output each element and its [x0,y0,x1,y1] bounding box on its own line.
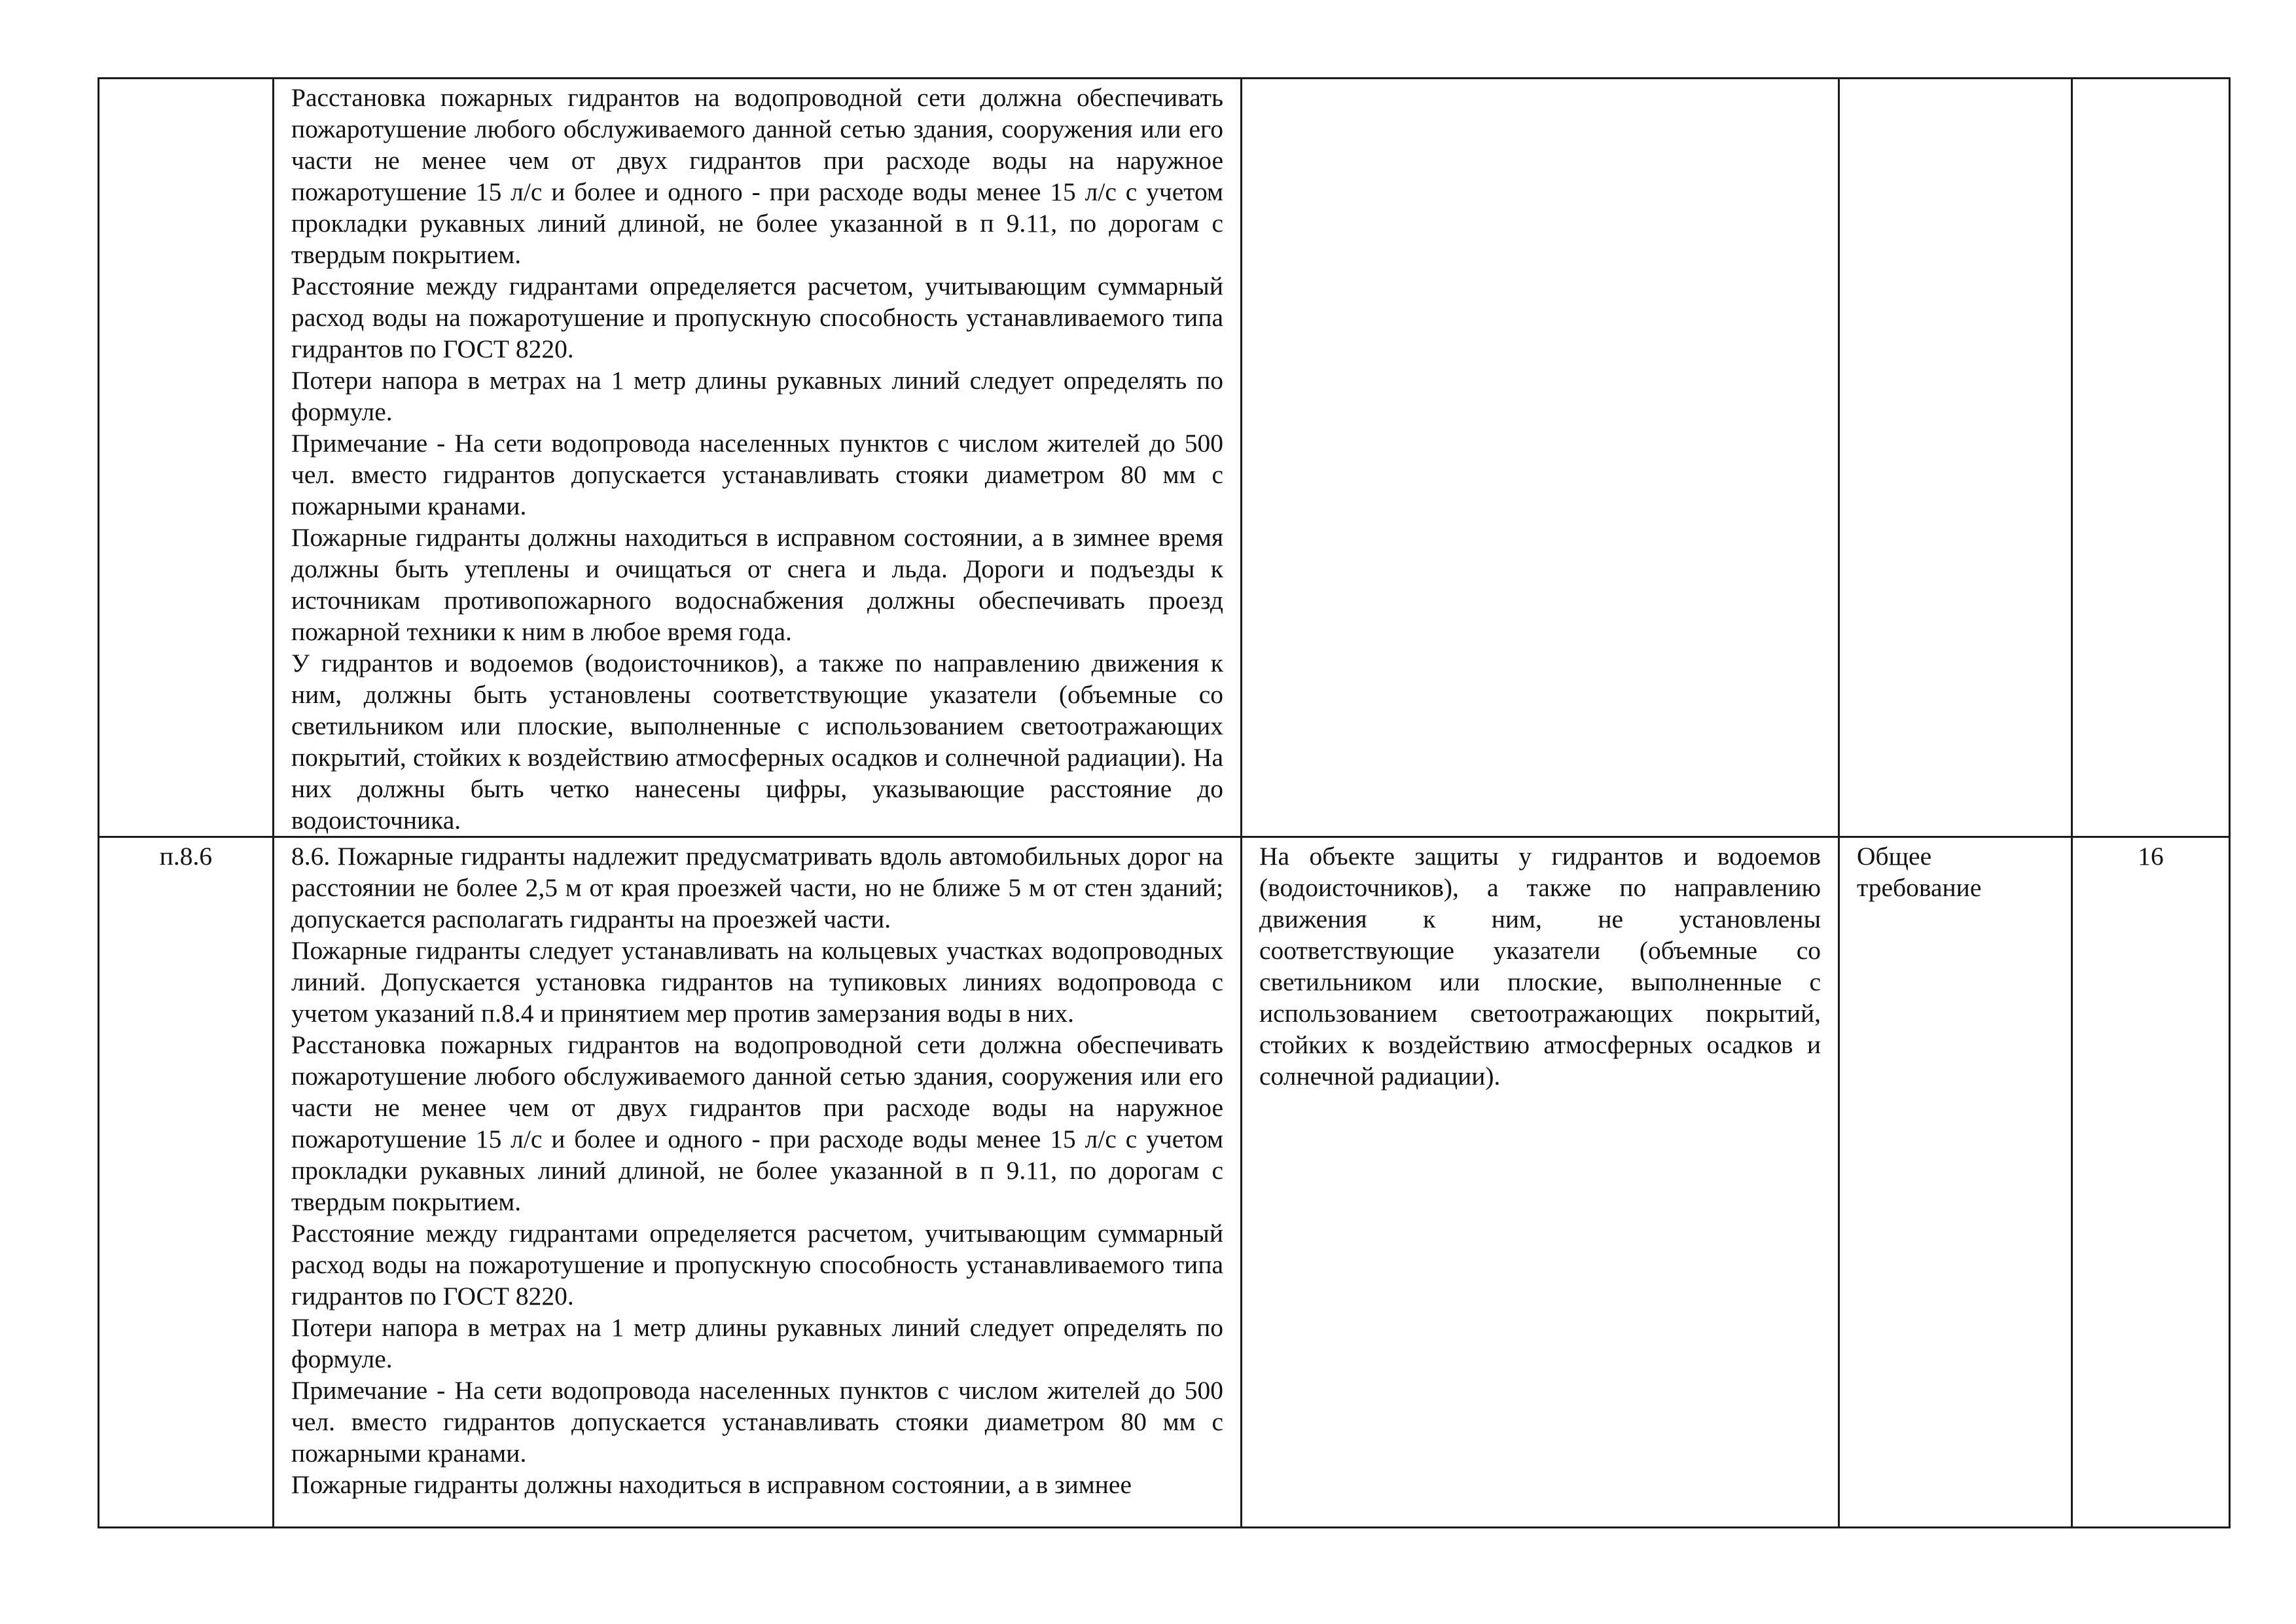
requirement-paragraph: У гидрантов и водоемов (водоисточников), а также по направлению движения к ним, должны быть установлены соответствующие указатели (объемные со светильником или плоские, выполненные с использованием светоотражающих покрытий, стойких к воздействию атмосферных осадков и солнечной радиации). На них должны быть четко нанесены цифры, указывающие расстояние до водоисточника. [291,649,1223,835]
violation-cell [1242,79,1839,837]
requirement-paragraph: Пожарные гидранты должны находиться в исправном состоянии, а в зимнее [291,1470,1132,1499]
requirement-paragraph: Пожарные гидранты следует устанавливать на кольцевых участках водопроводных линий. Допускается установка гидрантов на тупиковых линиях водопровода с учетом указаний п.8.4 и принятием мер против замерзания воды в них. [291,936,1223,1028]
requirement-type-cell [1839,79,2072,837]
table-row [99,837,2230,1528]
requirement-text-cell [274,837,1242,1528]
requirement-type-cell: Общее требование [1839,837,2072,1528]
requirement-paragraph: Расстояние между гидрантами определяется расчетом, учитывающим суммарный расход воды на пожаротушение и пропускную способность устанавливаемого типа гидрантов по ГОСТ 8220. [291,1219,1223,1310]
requirement-text-cell [274,79,1242,837]
requirement-paragraph: Расстановка пожарных гидрантов на водопроводной сети должна обеспечивать пожаротушение любого обслуживаемого данной сетью здания, сооружения или его части не менее чем от двух гидрантов при расходе воды на наружное пожаротушение 15 л/с и более и одного - при расходе воды менее 15 л/с с учетом прокладки рукавных линий длиной, не более указанной в п 9.11, по дорогам с твердым покрытием. [291,83,1223,269]
reference-cell [99,79,274,837]
violation-text: На объекте защиты у гидрантов и водоемов (водоисточников), а также по направлению движения к ним, не установлены соответствующие указатели (объемные со светильником или плоские, выполненные с использованием светоотражающих покрытий, стойких к воздействию атмосферных осадков и солнечной радиации). [1259,842,1821,1091]
requirements-table [98,77,2231,1528]
requirement-paragraph: Расстояние между гидрантами определяется расчетом, учитывающим суммарный расход воды на пожаротушение и пропускную способность устанавливаемого типа гидрантов по ГОСТ 8220. [291,272,1223,363]
item-number-cell [2072,79,2230,837]
requirement-paragraph: 8.6. Пожарные гидранты надлежит предусматривать вдоль автомобильных дорог на расстоянии не более 2,5 м от края проезжей части, но не ближе 5 м от стен зданий; допускается располагать гидранты на проезжей части. [291,842,1223,933]
requirement-paragraph: Пожарные гидранты должны находиться в исправном состоянии, а в зимнее время должны быть утеплены и очищаться от снега и льда. Дороги и подъезды к источникам противопожарного водоснабжения должны обеспечивать проезд пожарной техники к ним в любое время года. [291,523,1223,646]
item-number-cell: 16 [2072,837,2230,1528]
violation-cell [1242,837,1839,1528]
requirement-paragraph: Расстановка пожарных гидрантов на водопроводной сети должна обеспечивать пожаротушение любого обслуживаемого данной сетью здания, сооружения или его части не менее чем от двух гидрантов при расходе воды на наружное пожаротушение 15 л/с и более и одного - при расходе воды менее 15 л/с с учетом прокладки рукавных линий длиной, не более указанной в п 9.11, по дорогам с твердым покрытием. [291,1030,1223,1216]
reference-cell: п.8.6 [99,837,274,1528]
requirement-paragraph: Потери напора в метрах на 1 метр длины рукавных линий следует определять по формуле. [291,1313,1223,1373]
requirement-paragraph: Потери напора в метрах на 1 метр длины рукавных линий следует определять по формуле. [291,366,1223,426]
table-row [99,79,2230,837]
requirement-paragraph: Примечание - На сети водопровода населенных пунктов с числом жителей до 500 чел. вместо гидрантов допускается устанавливать стояки диаметром 80 мм с пожарными кранами. [291,429,1223,520]
requirement-paragraph: Примечание - На сети водопровода населенных пунктов с числом жителей до 500 чел. вместо гидрантов допускается устанавливать стояки диаметром 80 мм с пожарными кранами. [291,1376,1223,1468]
